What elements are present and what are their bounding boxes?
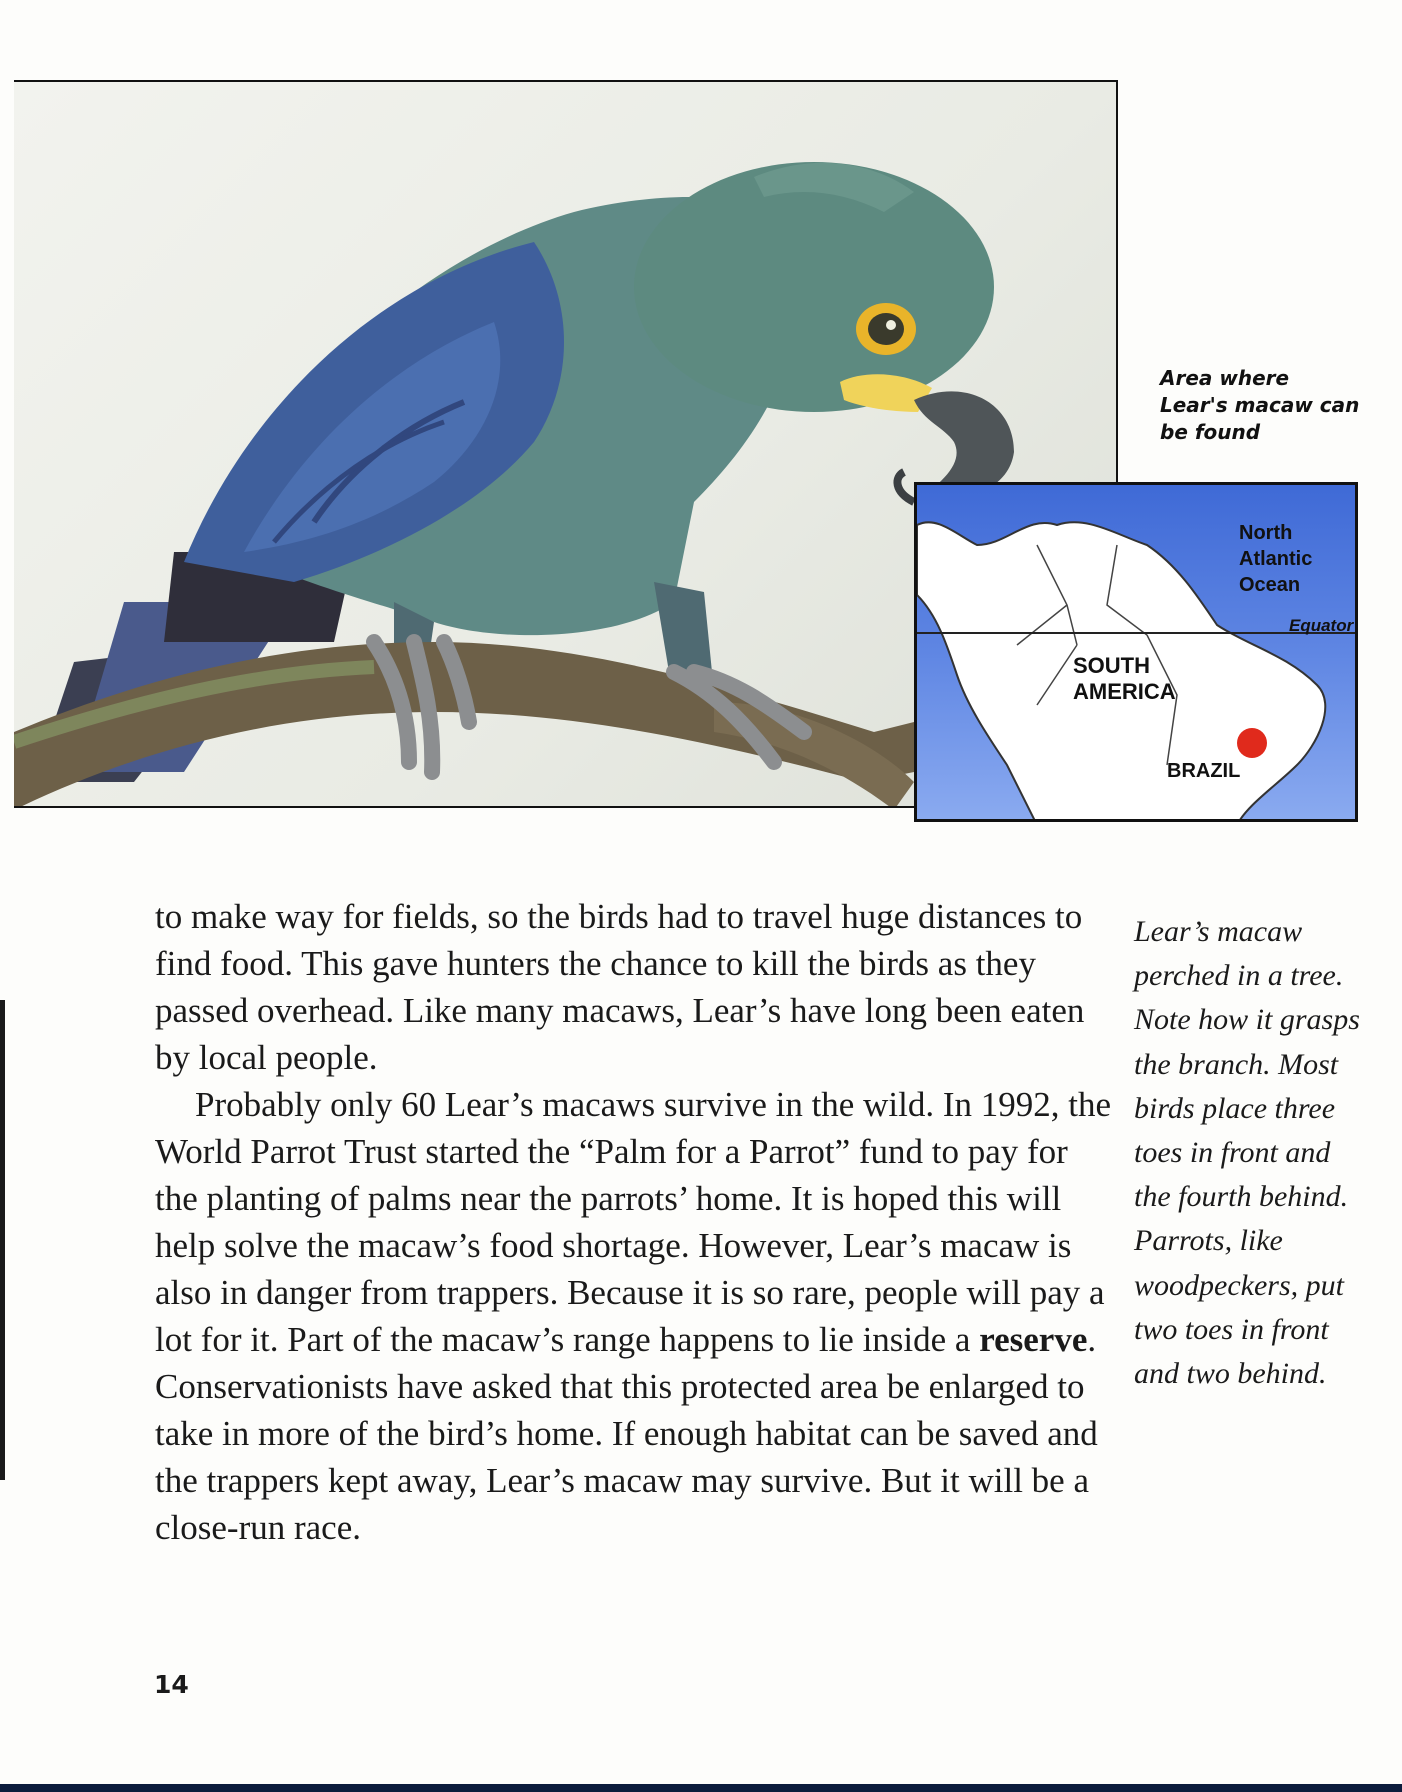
photo-caption: Lear’s macaw perched in a tree. Note how it grasps the branch. Most birds place three toes in front and the fourth behind. Parrots, like woodpeckers, put two toes in front and two behind. bbox=[1134, 915, 1360, 1391]
range-map bbox=[914, 482, 1358, 822]
continent-label: SOUTH AMERICA bbox=[1073, 653, 1176, 704]
paragraph-2-text: Probably only 60 Lear’s macaws survive in the wild. In 1992, the World Parrot Trust started the “Palm for a Parrot” fund to pay for the planting of palms near the parrots’ home. It is hoped this will help solve the macaw’s food shortage. However, Lear’s macaw is also in danger from trappers. Because it is so rare, people will pay a lot for it. Part of the macaw’s range happens to lie inside a bbox=[155, 1085, 1111, 1359]
map-caption: Area where Lear's macaw can be found bbox=[1160, 366, 1360, 444]
page-number: 14 bbox=[154, 1670, 189, 1699]
ocean-label: North Atlantic Ocean bbox=[1239, 522, 1313, 596]
country-label: BRAZIL bbox=[1167, 760, 1241, 782]
habitat-marker bbox=[1237, 728, 1267, 758]
scan-bottom-edge bbox=[0, 1784, 1402, 1792]
paragraph-2-text-end: . Conservationists have asked that this protected area be enlarged to take in more of the bird’s home. If enough habitat can be saved and the trappers kept away, Lear’s macaw may survive. But it will be a close-run race. bbox=[155, 1320, 1098, 1547]
glossary-term-reserve: reserve bbox=[979, 1320, 1088, 1359]
paragraph-1: to make way for fields, so the birds had to travel huge distances to find food. This gave hunters the chance to kill the birds as they passed overhead. Like many macaws, Lear’s have long been eaten by local people. bbox=[155, 897, 1085, 1077]
body-text bbox=[155, 893, 1115, 1551]
scan-edge bbox=[0, 1000, 5, 1480]
paragraph-2 bbox=[155, 1081, 1115, 1551]
equator-label: Equator bbox=[1289, 616, 1354, 635]
